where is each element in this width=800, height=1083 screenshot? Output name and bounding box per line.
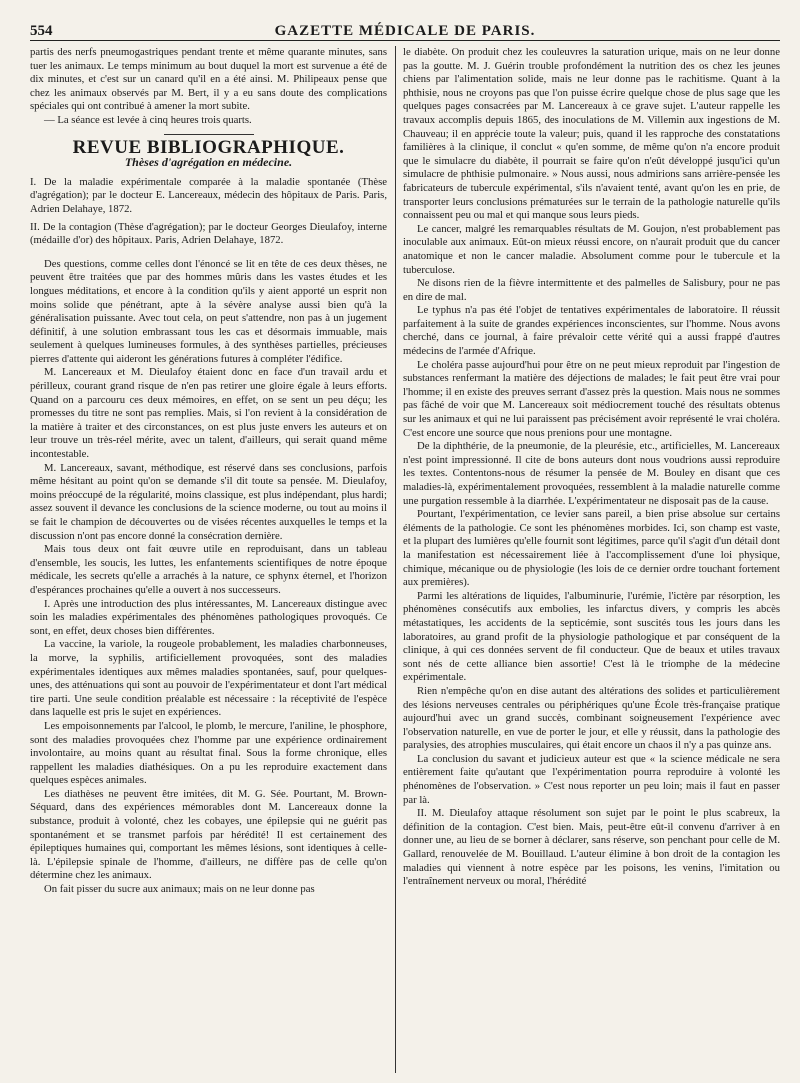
body-paragraph: La vaccine, la variole, la rougeole probablement, les maladies charbonneuses, la morve, la syphilis, artificiellement provoquées, sont des maladies expérimentales identiques aux mêmes maladies spontanées, sauf, pour quelques-unes, des atténuations qui sont au pouvoir de l'expérimentateur et dont l'art médical tire parti. Une seule condition préalable est nécessaire : la réceptivité de l'espèce dans laquelle est pris le sujet en expériences. <box>30 638 387 719</box>
body-paragraph: Pourtant, l'expérimentation, ce levier sans pareil, a bien prise absolue sur certains éléments de la pathologie. Ce sont les phénomènes morbides. Ici, son champ est vaste, et la plupart des lumières qu'elle fournit sont légitimes, parce qu'il s'agit d'un détail dont la manifestation est nécessairement liée à l'accomplissement d'une loi physique, chimique, mécanique ou de physiologie (les lois de ce dernier ordre touchant fortement aux premières). <box>403 508 780 589</box>
left-column <box>30 46 387 1077</box>
body-paragraph: Parmi les altérations de liquides, l'albuminurie, l'urémie, l'ictère par résorption, les phénomènes consécutifs aux embolies, les infarctus divers, y compris les abcès métastatiques, les accidents de la septicémie, sont suscités tous les jours dans les laboratoires, au grand profit de la physiologie pathologique et par conséquent de la clinique, à qui ces données servent de fil conducteur. Que de beaux et utiles travaux sont nés de cette alliance bien assortie! C'est là le triomphe de la médecine expérimentale. <box>403 589 780 684</box>
section-subtitle: Thèses d'agrégation en médecine. <box>124 155 293 170</box>
intro-paragraph: partis des nerfs pneumogastriques pendant trente et même quarante minutes, sans tuer les animaux. Le temps minimum au bout duquel la mort est survenue a été de dix minutes, et c'est sur un canard qu'il en a été ainsi. M. Philipeaux pense que chez les animaux observés par M. Bert, il y a eu sans doute des complications spéciales qui ont contribué à amener la mort subite. <box>30 46 387 113</box>
body-paragraph: Rien n'empêche qu'on en dise autant des altérations des solides et particulièrement des lésions nerveuses centrales ou périphériques qu'une École très-française pratique aujourd'hui avec un grand succès, combinant soigneusement l'expérience avec l'observation naturelle, en vue de porter le jour, et elle y réussit, dans la pathologie des paralysies, des atrophies musculaires, qui était encore un chaos il n'y a pas quinze ans. <box>403 684 780 752</box>
body-paragraph: On fait pisser du sucre aux animaux; mais on ne leur donne pas <box>44 883 315 896</box>
page-number: 554 <box>30 23 53 39</box>
body-paragraph: Le cancer, malgré les remarquables résultats de M. Goujon, n'est probablement pas inoculable aux animaux. Eût-on mieux réussi encore, on n'aurait produit que du cancer anatomique et non le cancer maladie. Absolument comme pour le tubercule et la tuberculose. <box>403 222 780 276</box>
body-paragraph: I. Après une introduction des plus intéressantes, M. Lancereaux distingue avec soin les maladies expérimentales des phénomènes pathologiques provoqués. Ce sont, en effet, deux choses bien différentes. <box>30 597 387 637</box>
reference-entry: I. De la maladie expérimentale comparée à la maladie spontanée (Thèse d'agrégation); par le docteur E. Lancereaux, médecin des hôpitaux de Paris. Paris, Adrien Delahaye, 1872. <box>30 175 387 215</box>
section-divider <box>164 134 254 135</box>
body-paragraph: Ne disons rien de la fièvre intermittente et des palmelles de Salisbury, pour ne pas en dire de mal. <box>403 277 780 303</box>
column-rule <box>395 46 396 1073</box>
page-header <box>30 20 780 41</box>
body-paragraph: Des questions, comme celles dont l'énoncé se lit en tête de ces deux thèses, ne peuvent être traitées que par des hommes mûris dans les vastes études et les longues méditations, et encore à la condition qu'ils y aient apporté un esprit non moins solide que pénétrant, apte à la sévère analyse aussi bien qu'à la généralisation puissante. Avec tout cela, on peut s'attendre, non pas à un jugement définitif, à une solution embrassant tous les cas et désormais immuable, mais seulement à quelques lumineuses formules, à des synthèses partielles, précieuses pierres d'attente qui aideront les générations futures à compléter l'édifice. <box>30 257 387 365</box>
body-paragraph: le diabète. On produit chez les couleuvres la saturation urique, mais on ne leur donne pas la goutte. M. J. Guérin trouble profondément la nutrition des os chez les jeunes chiens par l'alimentation solide, mais ne leur donne pas le rachitisme. Quant à la phthisie, nous ne croyons pas que l'on puisse écrire quelque chose de plus sage que les quelques pages consacrées par M. Lancereaux à ce grave sujet. L'auteur rappelle les travaux accomplis depuis 1865, des inoculations de M. Villemin aux ingestions de M. Chauveau; il en apprécie toute la valeur; puis, quand il les rapproche des constatations familières à la clinique, il conclut « qu'en somme, de même qu'on n'a encore produit que le simulacre du diabète, il pourrait se faire qu'on n'eût développé jusqu'ici qu'un simulacre de phthisie pulmonaire. » Nous aussi, nous admirions sans arrière-pensée les fabricateurs de tubercule expérimental, s'ils n'avaient tenté, avant qu'on les en prie, de transporter leurs conclusions prématurées sur le terrain de la pathologie naturelle qu'ils connaissent peu ou mal et qui manque sous leurs pieds. <box>403 46 780 222</box>
body-paragraph: La conclusion du savant et judicieux auteur est que « la science médicale ne sera entièrement faite qu'autant que l'expérimentation pourra reproduire à volonté les phénomènes de l'observation. » C'est nous reporter un peu loin; mais il faut en passer par là. <box>403 752 780 806</box>
body-paragraph: M. Lancereaux, savant, méthodique, est réservé dans ses conclusions, parfois même hésitant au point qu'on se demande s'il dit toute sa pensée. M. Dieulafoy, moins préoccupé de la régularité, moins classique, est plus indépendant, plus hardi; assez souvent il devance les conclusions de la science moderne, ou tout au moins il se fait le champion de découvertes ou de visées récentes auxquelles le temps et la discussion n'ont pas encore donné la consécration dernière. <box>30 461 387 542</box>
body-paragraph: De la diphthérie, de la pneumonie, de la pleurésie, etc., artificielles, M. Lancereaux n'est point impressionné. Il cite de bons auteurs dont nous voudrions aussi reproduire les textes. Contentons-nous de résumer la pensée de M. Bouley en disant que ces maladies-là, expérimentalement provoquées, ressemblent à la maladie naturelle comme une purgation ressemble à la diarrhée. L'expérimentateur ne disposait pas de la cause. <box>403 440 780 507</box>
reference-entry: II. De la contagion (Thèse d'agrégation); par le docteur Georges Dieulafoy, interne (médaille d'or) des hôpitaux. Paris, Adrien Delahaye, 1872. <box>30 220 387 247</box>
journal-title: GAZETTE MÉDICALE DE PARIS. <box>274 23 536 39</box>
body-paragraph: Le typhus n'a pas été l'objet de tentatives expérimentales de laboratoire. Il réussit parfaitement à la suite de grandes expériences inconscientes, sur l'homme. Nous avons cherché, dans ce journal, à faire prévaloir cette vérité qui a aussi frappé d'autres médecins de l'armée d'Afrique. <box>403 304 780 358</box>
section-title: REVUE BIBLIOGRAPHIQUE. <box>72 136 345 158</box>
body-paragraph: Mais tous deux ont fait œuvre utile en reproduisant, dans un tableau d'ensemble, les soucis, les luttes, les enfantements scientifiques de notre époque médicale, les secrets qu'elle a arrachés à la nature, ce sphynx éternel, et l'horizon d'espérances prochaines qu'elle a ouvert à nos successeurs. <box>30 543 387 596</box>
body-paragraph: Les empoisonnements par l'alcool, le plomb, le mercure, l'aniline, le phosphore, sont des maladies provoquées chez l'homme par une expérience ordinairement involontaire, au moins quant au résultat final. Sous la forme chronique, elles rappellent les maladies diathésiques. On a pu les reproduire exactement dans quelques espèces animales. <box>30 719 387 787</box>
body-paragraph: Le choléra passe aujourd'hui pour être on ne peut mieux reproduit par l'ingestion de substances renfermant la matière des déjections de malades; le fait peut être vrai pour l'homme; il en existe des preuves serrant d'assez près la question. Mais nous ne sommes pas fâché de voir que M. Lancereaux soit médiocrement touché des résultats obtenus sur les animaux et qui ne lui paraissent pas précisément avoir représenté le vrai choléra. C'est encore une source que nous prenions pour une montagne. <box>403 358 780 439</box>
body-paragraph: M. Lancereaux et M. Dieulafoy étaient donc en face d'un travail ardu et périlleux, courant grand risque de n'en pas retirer une gloire égale à leurs efforts. Quand on a parcouru ces deux mémoires, en effet, on se sent un peu déçu; les promesses du titre ne sont pas remplies. Mais, si l'on revient à la considération de la matière à traiter et des circonstances, on est plus juste envers les auteurs et on leur trouve un très-réel mérite, avec un talent, d'ailleurs, qui serait quand même incontestable. <box>30 366 387 461</box>
session-close-line: — La séance est levée à cinq heures trois quarts. <box>44 113 252 126</box>
right-column <box>403 46 780 1077</box>
body-paragraph: Les diathèses ne peuvent être imitées, dit M. G. Sée. Pourtant, M. Brown-Séquard, dans des expériences mémorables dont M. Lancereaux donne la substance, produit à volonté, chez les cobayes, une épilepsie qui ne guérit pas spontanément et se transmet parfois par hérédité! Il est certainement des épileptiques humaines qui, comportant les mêmes lésions, sont identiques à celle-là. L'épilepsie spinale de l'homme, d'ailleurs, ne diffère pas de celle qu'on détermine chez les animaux. <box>30 787 387 882</box>
body-paragraph: II. M. Dieulafoy attaque résolument son sujet par le point le plus scabreux, la définition de la contagion. C'est bien. Mais, peut-être eût-il convenu d'arriver à en donner une, au lieu de se borner à déclarer, sans réserve, son penchant pour celle de M. Gallard, renouvelée de M. Bouillaud. L'auteur élimine à bon droit de la contagion les maladies qui viennent à notre espèce par les poisons, les venins, l'imitation ou l'entraînement nerveux ou moral, l'hérédité <box>403 807 780 888</box>
